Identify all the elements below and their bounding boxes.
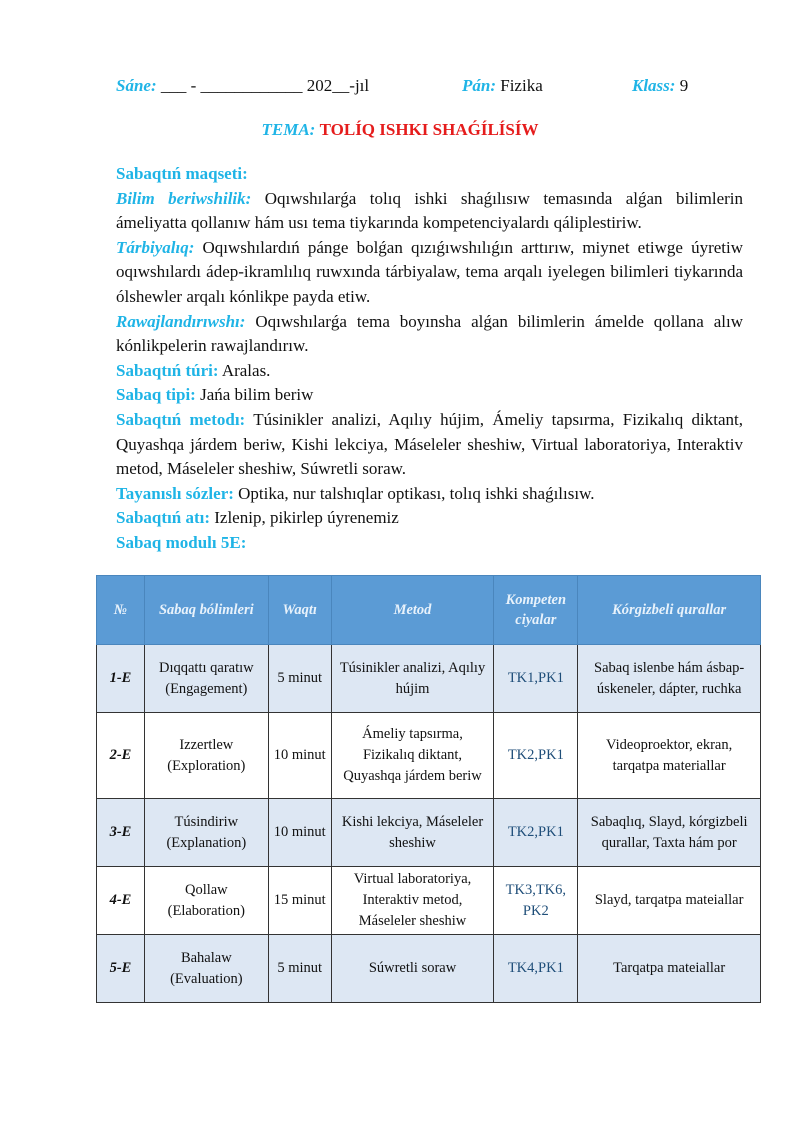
- lesson-kind-label: Sabaqtıń túri:: [116, 360, 219, 380]
- class-label: Klass:: [632, 76, 676, 95]
- lesson-type: [116, 383, 743, 408]
- col-header-materials: Kórgizbeli qurallar: [578, 576, 761, 645]
- developmental-goal-label: Rawajlandırıwshı:: [116, 311, 246, 331]
- col-header-number: №: [97, 576, 145, 645]
- row-number: 2-E: [97, 713, 145, 799]
- class-value: 9: [679, 76, 689, 95]
- row-time: 5 minut: [268, 935, 331, 1003]
- table-row: [97, 645, 761, 713]
- keywords: [116, 482, 743, 507]
- row-number: 1-E: [97, 645, 145, 713]
- row-materials: Tarqatpa mateiallar: [578, 935, 761, 1003]
- table-row: [97, 867, 761, 935]
- row-section: Bahalaw (Evaluation): [144, 935, 268, 1003]
- topic-title: TOLÍQ ISHKI SHAǴÍLÍSÍW: [319, 120, 539, 139]
- lesson-name: [116, 506, 743, 531]
- class-block: [632, 76, 688, 96]
- table-row: [97, 799, 761, 867]
- row-materials: Videoproektor, ekran, tarqatpa materiallar: [578, 713, 761, 799]
- col-header-sections: Sabaq bólimleri: [144, 576, 268, 645]
- lesson-kind: [116, 359, 743, 384]
- table-row: [97, 935, 761, 1003]
- lesson-type-label: Sabaq tipi:: [116, 385, 196, 405]
- goal-heading-line: [116, 162, 743, 187]
- col-header-competencies: Kompetenciyalar: [494, 576, 578, 645]
- lesson-name-label: Sabaqtıń atı:: [116, 508, 210, 528]
- date-value: ___ - ____________ 202__-jıl: [160, 76, 370, 95]
- developmental-goal: [116, 310, 743, 359]
- educational-goal-label: Bilim beriwshilik:: [116, 188, 252, 208]
- row-time: 10 minut: [268, 713, 331, 799]
- module-heading-line: [116, 531, 743, 556]
- keywords-text: Optika, nur talshıqlar optikası, tolıq ishki shaǵılısıw.: [238, 483, 595, 503]
- developmental-goal-text: Oqıwshılarǵa tema boyınsha alǵan bilimlerin ámelde qollana alıw kónlikpelerin rawajlandırıw.: [116, 311, 744, 356]
- row-method: Virtual laboratoriya, Interaktiv metod, Máseleler sheshiw: [331, 867, 494, 935]
- row-section: Izzertlew (Exploration): [144, 713, 268, 799]
- date-label: Sáne:: [116, 76, 157, 95]
- subject-block: [462, 76, 543, 96]
- col-header-method: Metod: [331, 576, 494, 645]
- row-competencies: TK2,PK1: [494, 799, 578, 867]
- date-block: [116, 76, 369, 96]
- goal-heading: Sabaqtıń maqseti:: [116, 164, 248, 183]
- subject-value: Fizika: [500, 76, 543, 95]
- row-section: Qollaw (Elaboration): [144, 867, 268, 935]
- module-heading: Sabaq modulı 5E:: [116, 532, 247, 552]
- lesson-kind-text: Aralas.: [221, 360, 271, 380]
- topic-label: TEMA:: [261, 120, 316, 139]
- table-header-row: [97, 576, 761, 645]
- row-method: Túsinikler analizi, Aqılıy hújim: [331, 645, 494, 713]
- row-materials: Slayd, tarqatpa mateiallar: [578, 867, 761, 935]
- row-competencies: TK1,PK1: [494, 645, 578, 713]
- row-method: Kishi lekciya, Máseleler sheshiw: [331, 799, 494, 867]
- lesson-method-label: Sabaqtıń metodı:: [116, 409, 246, 429]
- row-competencies: TK4,PK1: [494, 935, 578, 1003]
- upbringing-goal: [116, 236, 743, 310]
- row-time: 15 minut: [268, 867, 331, 935]
- educational-goal-text: Oqıwshılarǵa tolıq ishki shaǵılısıw temasında alǵan bilimlerin ámeliyatta qollanıw hám usı tema tiykarında kompetenciyalardı qáliplestiriw.: [116, 188, 743, 233]
- keywords-label: Tayanıslı sózler:: [116, 483, 234, 503]
- row-time: 5 minut: [268, 645, 331, 713]
- row-method: Súwretli soraw: [331, 935, 494, 1003]
- educational-goal: [116, 187, 743, 236]
- row-materials: Sabaq islenbe hám ásbap-úskeneler, dápter, ruchka: [578, 645, 761, 713]
- upbringing-goal-label: Tárbiyalıq:: [116, 237, 195, 257]
- row-materials: Sabaqlıq, Slayd, kórgizbeli qurallar, Taxta hám por: [578, 799, 761, 867]
- subject-label: Pán:: [462, 76, 496, 95]
- module-table: [96, 575, 761, 1003]
- row-section: Túsindiriw (Explanation): [144, 799, 268, 867]
- lesson-type-text: Jańa bilim beriw: [200, 385, 314, 405]
- row-number: 4-E: [97, 867, 145, 935]
- lesson-description: [116, 162, 743, 556]
- row-section: Dıqqattı qaratıw (Engagement): [144, 645, 268, 713]
- row-number: 3-E: [97, 799, 145, 867]
- lesson-name-text: Izlenip, pikirlep úyrenemiz: [214, 508, 399, 528]
- topic-line: [0, 120, 800, 140]
- lesson-method-text: Túsinikler analizi, Aqılıy hújim, Ámeliy tapsırma, Fizikalıq diktant, Quyashqa járdem beriw, Kishi lekciya, Máseleler sheshiw, Virtual laboratoriya, Interaktiv metod, Máseleler sheshiw, Súwretli soraw.: [116, 409, 743, 479]
- row-time: 10 minut: [268, 799, 331, 867]
- table-row: [97, 713, 761, 799]
- upbringing-goal-text: Oqıwshılardıń pánge bolǵan qızıǵıwshılıǵın arttırıw, miynet etiwge úyretiw oqıwshılardı ádep-ikramlılıq ruwxında tárbiyalaw, tema arqalı iyelegen bilimleri tiykarında ólshewler arqalı kónlikpe payda etiw.: [116, 237, 743, 306]
- col-header-time: Waqtı: [268, 576, 331, 645]
- row-competencies: TK3,TK6, PK2: [494, 867, 578, 935]
- lesson-method: [116, 408, 743, 482]
- row-competencies: TK2,PK1: [494, 713, 578, 799]
- row-number: 5-E: [97, 935, 145, 1003]
- row-method: Ámeliy tapsırma, Fizikalıq diktant, Quyashqa járdem beriw: [331, 713, 494, 799]
